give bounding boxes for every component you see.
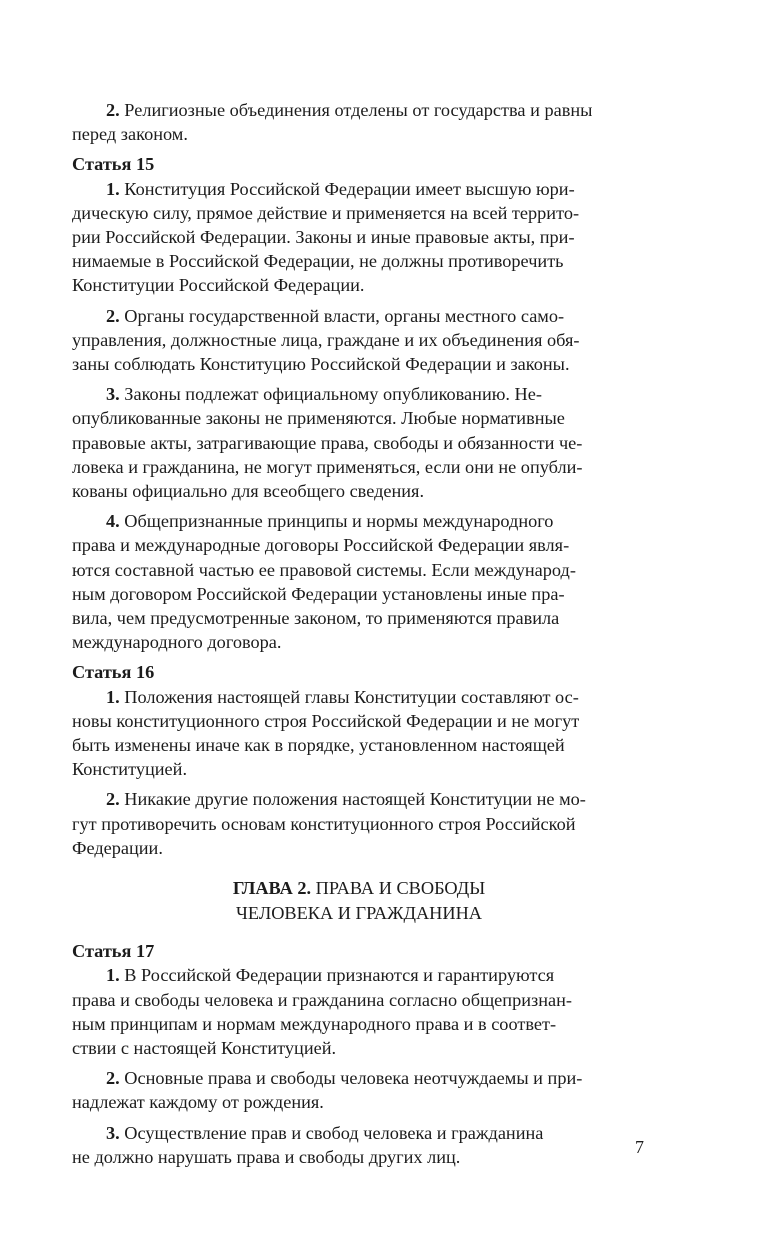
text-line: заны соблюдать Конституцию Российской Федерации и законы. xyxy=(72,354,570,375)
chapter-heading-line-1 xyxy=(72,876,646,901)
chapter-heading xyxy=(72,876,646,925)
text-line: права и свободы человека и гражданина согласно общепризнан- xyxy=(72,989,572,1010)
chapter-title-2: ЧЕЛОВЕКА И ГРАЖДАНИНА xyxy=(236,902,482,923)
paragraph-14-2 xyxy=(72,98,646,146)
paragraph-17-2 xyxy=(72,1066,646,1114)
page-number: 7 xyxy=(635,1137,644,1157)
text-line: международного договора. xyxy=(72,632,282,653)
chapter-title-1: ПРАВА И СВОБОДЫ xyxy=(315,878,486,899)
text-line: ются составной частью ее правовой системы. Если международ- xyxy=(72,559,576,580)
text-line: ловека и гражданина, не могут применяться, если они не опубли- xyxy=(72,456,583,477)
article-15-heading: Статья 15 xyxy=(72,154,155,175)
article-16-heading: Статья 16 xyxy=(72,662,155,683)
text-line: Законы подлежат официальному опубликованию. Не- xyxy=(124,384,542,405)
paragraph-number: 1. xyxy=(106,178,120,199)
text-line: нимаемые в Российской Федерации, не должны противоречить xyxy=(72,251,564,272)
text-line: правовые акты, затрагивающие права, свободы и обязанности че- xyxy=(72,432,583,453)
paragraph-16-2 xyxy=(72,787,646,860)
paragraph-17-1 xyxy=(72,963,646,1060)
paragraph-number: 2. xyxy=(106,305,120,326)
text-line: Основные права и свободы человека неотчуждаемы и при- xyxy=(124,1068,583,1089)
paragraph-number: 2. xyxy=(106,1068,120,1089)
text-line: ным договором Российской Федерации установлены иные пра- xyxy=(72,583,565,604)
text-line: В Российской Федерации признаются и гарантируются xyxy=(124,965,555,986)
paragraph-number: 1. xyxy=(106,965,120,986)
paragraph-number: 1. xyxy=(106,686,120,707)
text-line: Религиозные объединения отделены от государства и равны xyxy=(124,100,593,120)
paragraph-number: 3. xyxy=(106,1122,120,1143)
text-line: новы конституционного строя Российской Федерации и не могут xyxy=(72,710,580,731)
paragraph-number: 4. xyxy=(106,511,120,532)
text-line: Общепризнанные принципы и нормы международного xyxy=(124,511,554,532)
article-17-heading: Статья 17 xyxy=(72,941,155,962)
text-line: перед законом. xyxy=(72,124,188,145)
text-line: гут противоречить основам конституционного строя Российской xyxy=(72,813,576,834)
text-line: Органы государственной власти, органы местного само- xyxy=(124,305,565,326)
text-line: Конституции Российской Федерации. xyxy=(72,275,365,296)
paragraph-15-3 xyxy=(72,382,646,503)
paragraph-15-4 xyxy=(72,509,646,654)
text-line: ствии с настоящей Конституцией. xyxy=(72,1037,337,1058)
paragraph-number: 2. xyxy=(106,789,120,810)
text-line: ным принципам и нормам международного права и в соответ- xyxy=(72,1013,557,1034)
text-line: Конституцией. xyxy=(72,759,188,780)
paragraph-16-1 xyxy=(72,685,646,782)
text-line: рии Российской Федерации. Законы и иные правовые акты, при- xyxy=(72,227,575,248)
text-line: Положения настоящей главы Конституции составляют ос- xyxy=(124,686,579,707)
text-line: управления, должностные лица, граждане и их объединения обя- xyxy=(72,329,580,350)
paragraph-15-2 xyxy=(72,304,646,377)
paragraph-17-3 xyxy=(72,1121,646,1169)
text-line: Федерации. xyxy=(72,837,163,858)
text-line: вила, чем предусмотренные законом, то применяются правила xyxy=(72,608,560,629)
text-line: Никакие другие положения настоящей Конституции не мо- xyxy=(124,789,586,810)
paragraph-15-1 xyxy=(72,177,646,298)
text-body xyxy=(72,98,646,1169)
text-line: надлежат каждому от рождения. xyxy=(72,1092,324,1113)
text-line: Конституция Российской Федерации имеет высшую юри- xyxy=(124,178,575,199)
text-line: быть изменены иначе как в порядке, установленном настоящей xyxy=(72,735,565,756)
text-line: кованы официально для всеобщего сведения. xyxy=(72,481,425,502)
text-line: дическую силу, прямое действие и применяется на всей террито- xyxy=(72,202,580,223)
text-line: опубликованные законы не применяются. Любые нормативные xyxy=(72,408,565,429)
text-line: права и международные договоры Российской Федерации явля- xyxy=(72,535,570,556)
chapter-label: ГЛАВА 2. xyxy=(232,878,312,899)
paragraph-number: 2. xyxy=(106,100,120,120)
text-line: не должно нарушать права и свободы других лиц. xyxy=(72,1146,461,1167)
paragraph-number: 3. xyxy=(106,384,120,405)
text-line: Осуществление прав и свобод человека и гражданина xyxy=(124,1122,544,1143)
